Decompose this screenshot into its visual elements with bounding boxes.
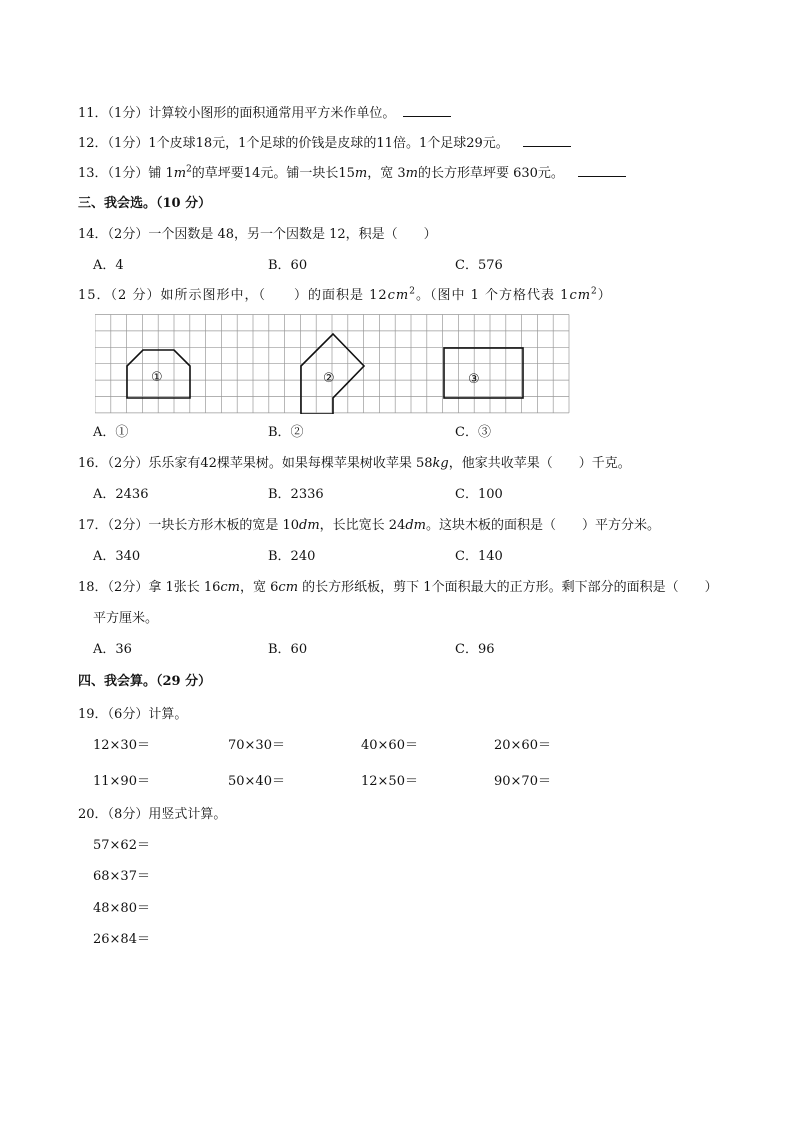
calc-item: 11×90＝ xyxy=(93,774,150,789)
question-16: 16．（2分）乐乐家有42棵苹果树。如果每棵苹果树收苹果 58kg，他家共收苹果（ ）千克。 xyxy=(78,456,631,471)
option-c[interactable]: C．140 xyxy=(455,549,503,564)
option-c[interactable]: C．③ xyxy=(455,425,491,440)
option-a[interactable]: A．2436 xyxy=(93,487,149,502)
calc-item: 90×70＝ xyxy=(494,774,551,789)
answer-blank[interactable] xyxy=(523,134,571,147)
option-b[interactable]: B．60 xyxy=(268,642,308,657)
question-20: 20．（8分）用竖式计算。 xyxy=(78,807,227,822)
section-heading: 四、我会算。（29 分） xyxy=(78,674,212,689)
answer-blank[interactable] xyxy=(578,164,626,177)
option-a[interactable]: A．340 xyxy=(93,549,141,564)
option-a[interactable]: A．① xyxy=(93,425,129,440)
option-c[interactable]: C．96 xyxy=(455,642,495,657)
option-c[interactable]: C．576 xyxy=(455,258,503,273)
question-18: 18．（2分）拿 1张长 16cm，宽 6cm 的长方形纸板，剪下 1个面积最大的正方形。剩下部分的面积是（ ） xyxy=(78,580,718,595)
calc-item: 40×60＝ xyxy=(361,738,418,753)
option-c[interactable]: C．100 xyxy=(455,487,503,502)
question-14: 14．（2分）一个因数是 48，另一个因数是 12，积是（ ） xyxy=(78,227,437,242)
question-15: 15．（2 分）如所示图形中，（ ）的面积是 $12cm^2$。（图中 1 个方格代表 $1cm^2$） xyxy=(78,286,612,303)
option-a[interactable]: A．4 xyxy=(93,258,124,273)
calc-item: 12×30＝ xyxy=(93,738,150,753)
calc-item: 50×40＝ xyxy=(228,774,285,789)
calc-item: 20×60＝ xyxy=(494,738,551,753)
question-12: 12．（1分）1个皮球18元，1个足球的价钱是皮球的11倍。1个足球29元。 xyxy=(78,134,571,153)
question-13: 13．（1分）铺 $1m^2$的草坪要14元。铺一块长15m，宽 3m的长方形草坪要 630元。 xyxy=(78,164,626,183)
question-11: 11．（1分）计算较小图形的面积通常用平方米作单位。 xyxy=(78,104,451,123)
question-18-continued: 平方厘米。 xyxy=(93,611,159,626)
calc-item: 57×62＝ xyxy=(93,838,150,853)
shape-3 xyxy=(444,348,523,398)
option-b[interactable]: B．② xyxy=(268,425,304,440)
option-b[interactable]: B．60 xyxy=(268,258,308,273)
grid-figure xyxy=(95,314,571,414)
calc-item: 26×84＝ xyxy=(93,932,150,947)
answer-blank[interactable] xyxy=(403,104,451,117)
option-a[interactable]: A．36 xyxy=(93,642,132,657)
shape-label-1: ① xyxy=(151,370,163,385)
calc-item: 70×30＝ xyxy=(228,738,285,753)
calc-item: 48×80＝ xyxy=(93,901,150,916)
option-b[interactable]: B．240 xyxy=(268,549,316,564)
option-b[interactable]: B．2336 xyxy=(268,487,324,502)
calc-item: 68×37＝ xyxy=(93,869,150,884)
shape-label-2: ② xyxy=(323,371,335,386)
question-19: 19．（6分）计算。 xyxy=(78,707,188,722)
calc-item: 12×50＝ xyxy=(361,774,418,789)
section-heading: 三、我会选。（10 分） xyxy=(78,196,212,211)
question-17: 17．（2分）一块长方形木板的宽是 10dm，长比宽长 24dm。这块木板的面积是（ ）平方分米。 xyxy=(78,518,661,533)
shape-label-3: ③ xyxy=(468,372,480,387)
